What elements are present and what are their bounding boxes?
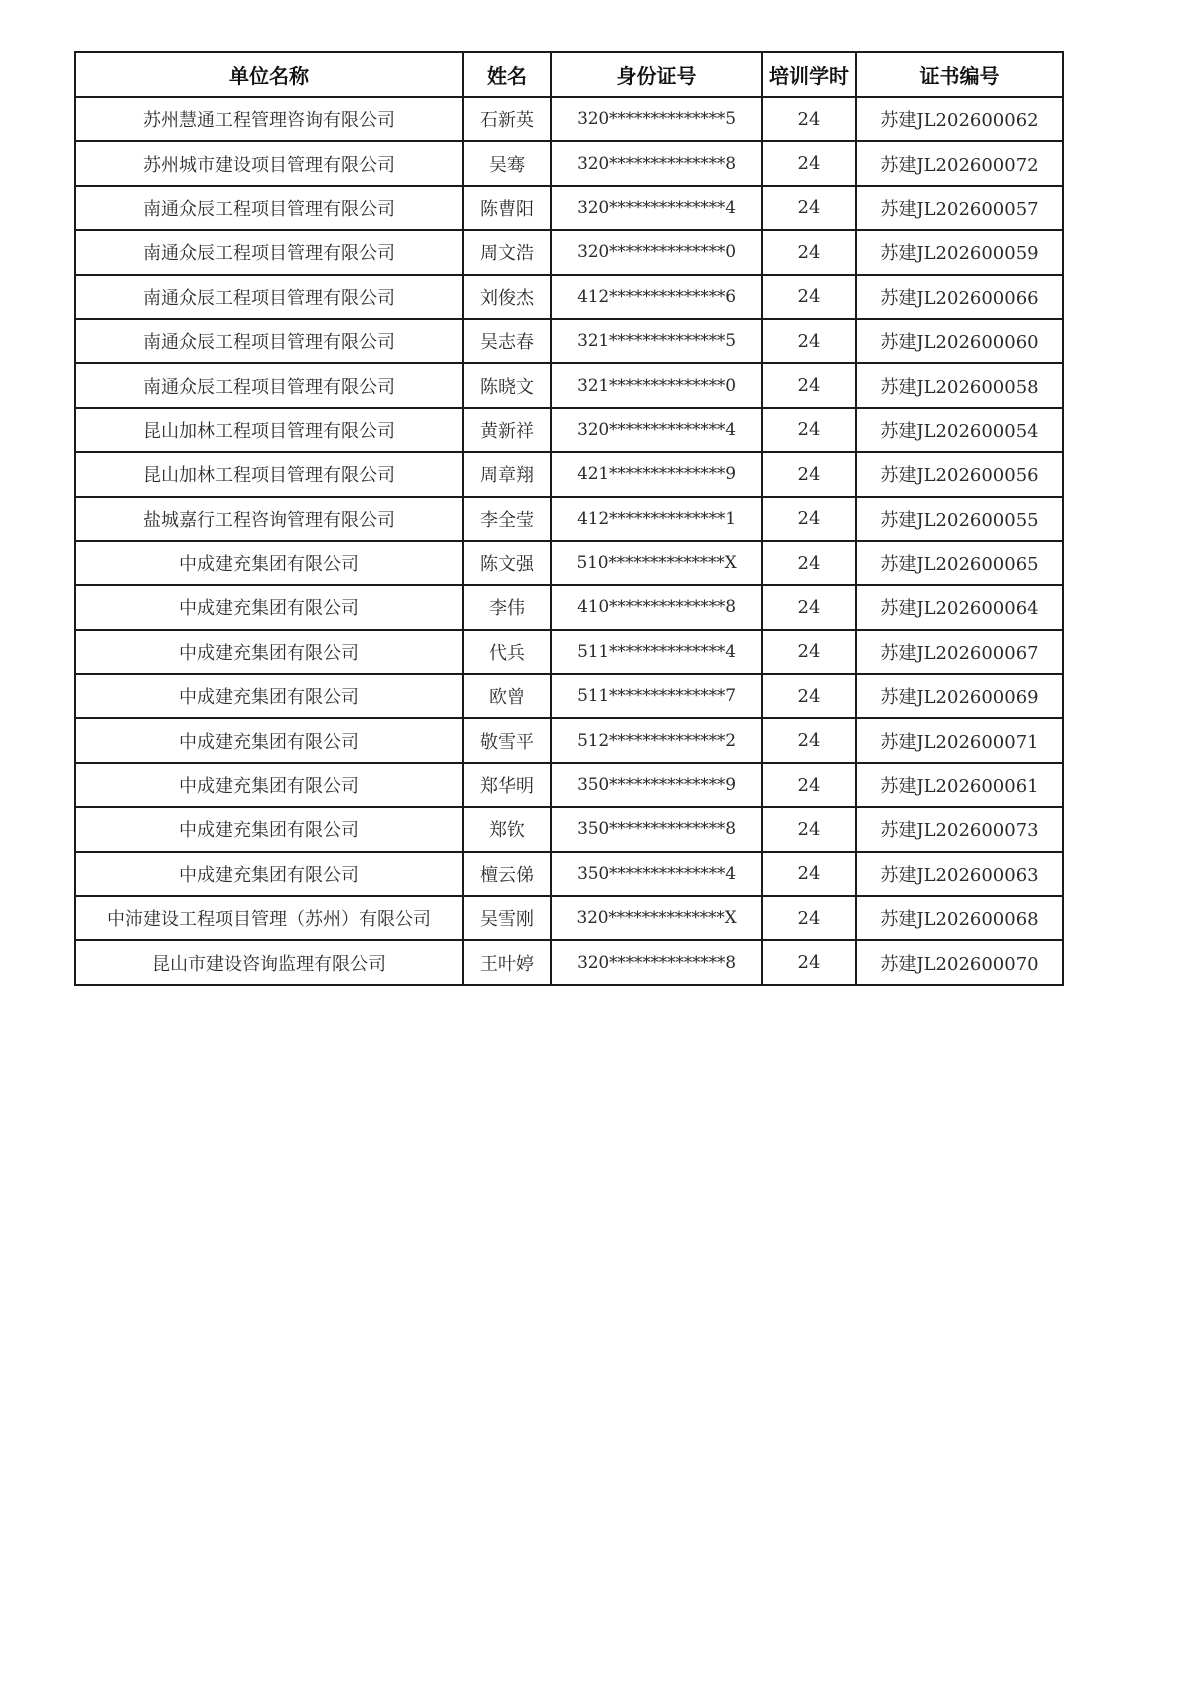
cell-org: 南通众辰工程项目管理有限公司 [75,275,463,319]
cell-id-number: 350**************4 [551,852,762,896]
cell-training-hours: 24 [762,541,856,585]
cell-id-number: 512**************2 [551,718,762,762]
cell-training-hours: 24 [762,452,856,496]
cell-name: 周文浩 [463,230,551,274]
cell-id-number: 511**************4 [551,630,762,674]
cell-certificate-number: 苏建JL202600057 [856,186,1063,230]
cell-name: 王叶婷 [463,940,551,984]
cell-name: 陈文强 [463,541,551,585]
cell-certificate-number: 苏建JL202600064 [856,585,1063,629]
header-org: 单位名称 [75,52,463,97]
cell-name: 石新英 [463,97,551,141]
cell-certificate-number: 苏建JL202600061 [856,763,1063,807]
cell-name: 郑华明 [463,763,551,807]
cell-name: 陈曹阳 [463,186,551,230]
cell-id-number: 320**************4 [551,186,762,230]
table-row [75,585,1063,629]
cell-certificate-number: 苏建JL202600072 [856,141,1063,185]
cell-org: 中成建充集团有限公司 [75,585,463,629]
table-body [75,97,1063,985]
cell-id-number: 320**************4 [551,408,762,452]
cell-org: 苏州慧通工程管理咨询有限公司 [75,97,463,141]
table-row [75,940,1063,984]
header-training-hours: 培训学时 [762,52,856,97]
training-record-table [74,51,1064,986]
cell-certificate-number: 苏建JL202600060 [856,319,1063,363]
table-row [75,452,1063,496]
cell-training-hours: 24 [762,896,856,940]
table-row [75,674,1063,718]
header-name: 姓名 [463,52,551,97]
cell-org: 中成建充集团有限公司 [75,718,463,762]
cell-name: 黄新祥 [463,408,551,452]
header-id-number: 身份证号 [551,52,762,97]
cell-org: 苏州城市建设项目管理有限公司 [75,141,463,185]
cell-id-number: 510**************X [551,541,762,585]
cell-id-number: 320**************5 [551,97,762,141]
cell-certificate-number: 苏建JL202600073 [856,807,1063,851]
cell-certificate-number: 苏建JL202600070 [856,940,1063,984]
cell-certificate-number: 苏建JL202600066 [856,275,1063,319]
table-row [75,541,1063,585]
cell-org: 中成建充集团有限公司 [75,763,463,807]
cell-name: 吴志春 [463,319,551,363]
table-row [75,230,1063,274]
cell-certificate-number: 苏建JL202600065 [856,541,1063,585]
cell-certificate-number: 苏建JL202600054 [856,408,1063,452]
cell-training-hours: 24 [762,408,856,452]
cell-org: 南通众辰工程项目管理有限公司 [75,319,463,363]
cell-training-hours: 24 [762,940,856,984]
table-row [75,319,1063,363]
cell-training-hours: 24 [762,718,856,762]
cell-name: 周章翔 [463,452,551,496]
cell-certificate-number: 苏建JL202600059 [856,230,1063,274]
cell-org: 南通众辰工程项目管理有限公司 [75,186,463,230]
cell-org: 中成建充集团有限公司 [75,852,463,896]
cell-name: 刘俊杰 [463,275,551,319]
header-certificate-number: 证书编号 [856,52,1063,97]
cell-id-number: 511**************7 [551,674,762,718]
table-row [75,186,1063,230]
cell-training-hours: 24 [762,497,856,541]
cell-name: 檀云俤 [463,852,551,896]
cell-training-hours: 24 [762,674,856,718]
table-row [75,807,1063,851]
cell-training-hours: 24 [762,807,856,851]
cell-training-hours: 24 [762,319,856,363]
table-header [75,52,1063,97]
cell-id-number: 412**************1 [551,497,762,541]
cell-certificate-number: 苏建JL202600068 [856,896,1063,940]
cell-training-hours: 24 [762,186,856,230]
cell-name: 吴雪刚 [463,896,551,940]
cell-training-hours: 24 [762,230,856,274]
table-row [75,275,1063,319]
cell-org: 昆山加林工程项目管理有限公司 [75,408,463,452]
cell-training-hours: 24 [762,852,856,896]
cell-id-number: 412**************6 [551,275,762,319]
training-record-sheet [74,51,1062,986]
cell-certificate-number: 苏建JL202600062 [856,97,1063,141]
cell-certificate-number: 苏建JL202600071 [856,718,1063,762]
cell-id-number: 421**************9 [551,452,762,496]
cell-certificate-number: 苏建JL202600058 [856,363,1063,407]
cell-org: 昆山市建设咨询监理有限公司 [75,940,463,984]
table-row [75,363,1063,407]
table-row [75,718,1063,762]
cell-training-hours: 24 [762,585,856,629]
cell-certificate-number: 苏建JL202600063 [856,852,1063,896]
cell-id-number: 320**************X [551,896,762,940]
cell-training-hours: 24 [762,97,856,141]
cell-certificate-number: 苏建JL202600056 [856,452,1063,496]
cell-id-number: 350**************8 [551,807,762,851]
cell-certificate-number: 苏建JL202600069 [856,674,1063,718]
table-row [75,852,1063,896]
table-row [75,408,1063,452]
table-row [75,896,1063,940]
cell-id-number: 350**************9 [551,763,762,807]
cell-id-number: 320**************8 [551,940,762,984]
cell-id-number: 321**************5 [551,319,762,363]
cell-training-hours: 24 [762,630,856,674]
cell-org: 南通众辰工程项目管理有限公司 [75,230,463,274]
cell-name: 敬雪平 [463,718,551,762]
table-row [75,97,1063,141]
cell-org: 中成建充集团有限公司 [75,807,463,851]
table-row [75,141,1063,185]
cell-training-hours: 24 [762,763,856,807]
cell-org: 南通众辰工程项目管理有限公司 [75,363,463,407]
cell-name: 欧曾 [463,674,551,718]
cell-id-number: 410**************8 [551,585,762,629]
cell-id-number: 320**************0 [551,230,762,274]
cell-name: 李伟 [463,585,551,629]
cell-name: 李全莹 [463,497,551,541]
header-row [75,52,1063,97]
cell-id-number: 321**************0 [551,363,762,407]
cell-org: 中成建充集团有限公司 [75,541,463,585]
cell-name: 郑钦 [463,807,551,851]
cell-org: 昆山加林工程项目管理有限公司 [75,452,463,496]
cell-training-hours: 24 [762,363,856,407]
cell-id-number: 320**************8 [551,141,762,185]
cell-org: 盐城嘉行工程咨询管理有限公司 [75,497,463,541]
cell-org: 中成建充集团有限公司 [75,630,463,674]
cell-org: 中成建充集团有限公司 [75,674,463,718]
cell-training-hours: 24 [762,275,856,319]
table-row [75,497,1063,541]
cell-certificate-number: 苏建JL202600055 [856,497,1063,541]
cell-training-hours: 24 [762,141,856,185]
cell-certificate-number: 苏建JL202600067 [856,630,1063,674]
cell-org: 中沛建设工程项目管理（苏州）有限公司 [75,896,463,940]
table-row [75,630,1063,674]
cell-name: 代兵 [463,630,551,674]
cell-name: 吴骞 [463,141,551,185]
cell-name: 陈晓文 [463,363,551,407]
table-row [75,763,1063,807]
